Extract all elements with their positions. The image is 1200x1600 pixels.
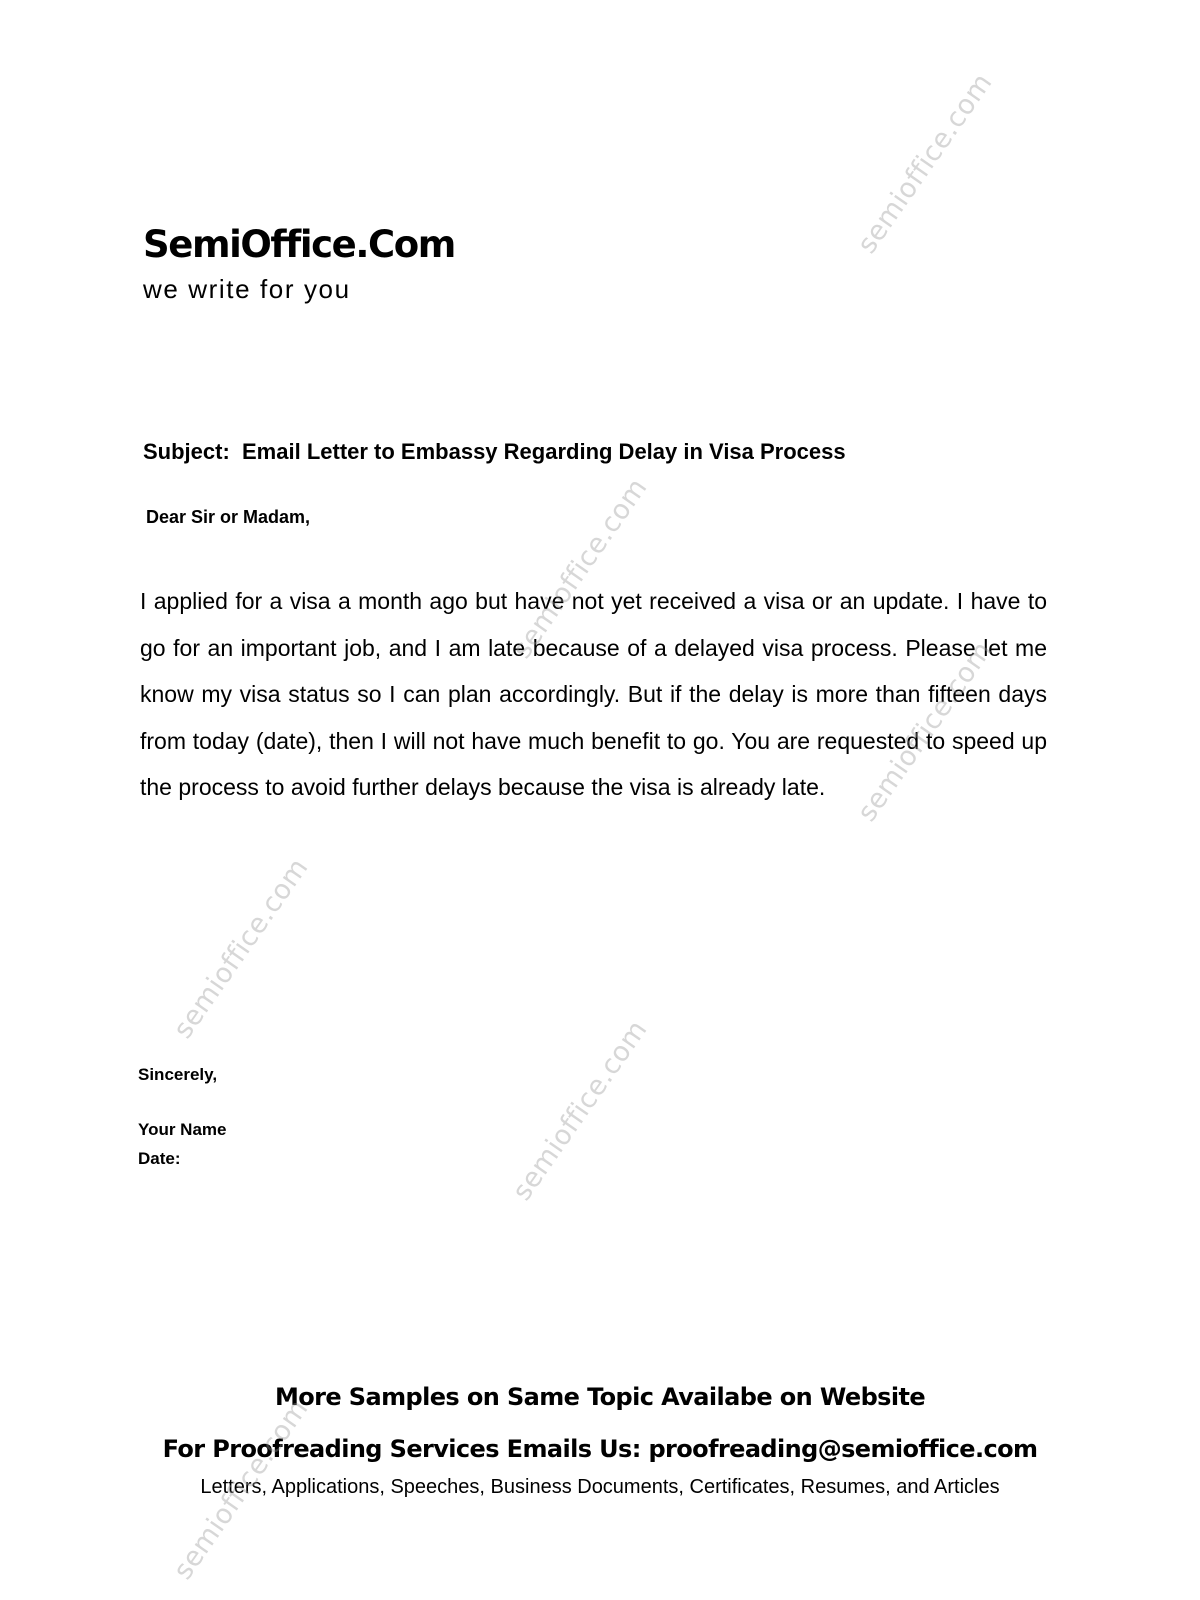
brand-tagline: we write for you [143, 274, 351, 304]
letter-body: I applied for a visa a month ago but have not yet received a visa or an update. I have to go for an important job, and I am late because of a delayed visa process. Please let me know my visa status so I can plan accordingly. But if the delay is more than fifteen days from today (date), then I will not have much benefit to go. You are requested to speed up the process to avoid further delays because the visa is already late. [140, 588, 1047, 800]
watermark: semioffice.com [851, 635, 999, 828]
footer-proofreading-line: For Proofreading Services Emails Us: proofreading@semioffice.com [162, 1435, 1038, 1463]
brand-name: SemiOffice.Com [143, 223, 455, 266]
footer-samples-line: More Samples on Same Topic Availabe on Website [274, 1383, 926, 1411]
letter-closing: Sincerely, [138, 1065, 218, 1084]
footer-categories-line: Letters, Applications, Speeches, Business Documents, Certificates, Resumes, and Articles [200, 1476, 1000, 1498]
watermark: semioffice.com [167, 852, 315, 1045]
watermark: semioffice.com [167, 1393, 315, 1586]
signature-date: Date: [138, 1149, 181, 1168]
signature-name: Your Name [138, 1120, 227, 1139]
letter-subject: Subject: Email Letter to Embassy Regarding Delay in Visa Process [143, 439, 846, 464]
watermark: semioffice.com [506, 472, 654, 665]
watermark: semioffice.com [506, 1014, 654, 1207]
letter-salutation: Dear Sir or Madam, [146, 507, 311, 527]
watermark: semioffice.com [851, 67, 999, 260]
